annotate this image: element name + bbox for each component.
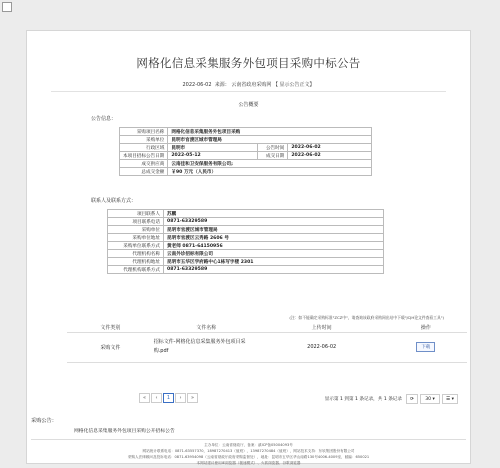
cell-value: 苏鹏 [164, 210, 384, 218]
cell-label: 采购单位联系方式 [108, 242, 164, 250]
notice-info-heading: 公告信息： [91, 116, 117, 122]
cell-label: 采购单位 [120, 136, 168, 144]
cell-value: 云南佳和卫安保服务有限公司; [168, 160, 372, 168]
contact-info-table [107, 209, 384, 274]
cell-label: 成交供应商 [120, 160, 168, 168]
cell-value: 昆明市官渡区云秀路 2606 号 [164, 234, 384, 242]
cell-value: 0871-63329589 [164, 218, 384, 226]
pagination [139, 393, 198, 403]
column-header-time: 上传时间 [259, 323, 385, 332]
column-header-type: 文件类别 [67, 323, 154, 332]
cell-label: 项目联系电话 [108, 218, 164, 226]
announcement-page [26, 30, 471, 464]
cell-value: 昆明市五华区学府路中心1栋写字楼 2301 [164, 258, 384, 266]
cell-label: 项目联系人 [108, 210, 164, 218]
footer-line-3: 采购人法律顾问及投诉电话：0871-63954098（云南省财政厅政府采购监督处），地址：昆明市五华区华山南路130号4006-4009室，邮编：650021 [127, 455, 370, 459]
prev-page-button[interactable]: ‹ [151, 393, 162, 403]
summary-heading: 公告概要 [238, 102, 259, 108]
window-corner-box [2, 2, 12, 12]
cell-label: 代理机构地址 [108, 258, 164, 266]
cell-value: 云南外诊招标有限公司 [164, 250, 384, 258]
title-divider [51, 91, 446, 92]
cell-value: 0871-63329589 [164, 266, 384, 274]
file-type: 采购文件 [67, 332, 154, 362]
page-size-select[interactable]: 30 ▾ [420, 394, 440, 404]
cell-label: 公告时间 [258, 144, 288, 152]
download-button[interactable]: 下载 [416, 342, 435, 352]
cell-label: 成交日期 [258, 152, 288, 160]
cell-value: 2022-06-02 [288, 144, 372, 152]
page-title: 网格化信息采集服务外包项目采购中标公告 [136, 56, 361, 70]
files-table [67, 323, 467, 363]
upload-time: 2022-06-02 [259, 332, 385, 362]
publish-date: 2022-06-02 [182, 82, 212, 88]
contact-info-heading: 联系人及联系方式： [91, 198, 137, 204]
source-prefix: 来源： [214, 82, 230, 88]
page-1-button[interactable]: 1 [163, 393, 174, 403]
file-name: 招标文件-网格化信息采集服务外包项目采购.pdf [154, 332, 259, 362]
refresh-icon[interactable]: ⟳ [406, 394, 418, 404]
viewer-note: (注：如不能确定采购标准"ZCZ中"，请查询该政府采购网出站中下载"JCJH论文件查看工具") [289, 315, 444, 320]
footer-divider [31, 439, 466, 440]
cell-value: ￥90 万元（人民币） [168, 168, 372, 176]
last-page-button[interactable]: » [187, 393, 198, 403]
next-page-button[interactable]: › [175, 393, 186, 403]
layout-toggle-icon[interactable]: ☰ ▾ [442, 394, 458, 404]
cell-label: 代理机构联系方式 [108, 266, 164, 274]
cell-label: 总成交金额 [120, 168, 168, 176]
source-name: 云南省政府采购网 [231, 82, 272, 88]
table-row [67, 332, 467, 362]
announcement-label: 采购公告： [31, 418, 57, 424]
cell-value: 昆明市官渡区城市管理局 [168, 136, 372, 144]
cell-value: 昆明市 [168, 144, 258, 152]
record-count: 显示第 1 到第 1 条记录，共 1 条记录 [324, 397, 402, 402]
cell-value: 昆明市官渡区城市管理局 [164, 226, 384, 234]
notice-info-table [119, 127, 372, 176]
first-page-button[interactable]: « [139, 393, 150, 403]
cell-value: 2022-06-02 [288, 152, 372, 160]
cell-label: 行政区域 [120, 144, 168, 152]
cell-label: 本项目招标公告日期 [120, 152, 168, 160]
footer-line-2: 网站统计联系电话：0871-63557370，18987270413（值班），13987270484（值班），网站技术支持：东软集团股份有限公司 [142, 449, 355, 453]
cell-label: 代理机构名称 [108, 250, 164, 258]
footer-line-1: 主办单位：云南省财政厅，备案：滇ICP备05004093号 [204, 443, 293, 447]
show-body-link[interactable]: 【 显示公告正文】 [272, 82, 315, 88]
announcement-link[interactable]: 网格化信息采集服务外包项目采购公开招标公告 [74, 429, 175, 434]
column-header-op: 操作 [385, 323, 467, 332]
cell-label: 采购单位地址 [108, 234, 164, 242]
footer-line-4: 本网站建议使用IE浏览器（极速模式）、火狐浏览器、谷歌浏览器 [196, 461, 301, 465]
column-header-name: 文件名称 [154, 323, 259, 332]
cell-value: 黄老师 0871-64150956 [164, 242, 384, 250]
cell-value: 网格化信息采集服务外包项目采购 [168, 128, 372, 136]
cell-value: 2022-05-12 [168, 152, 258, 160]
cell-label: 采购项目名称 [120, 128, 168, 136]
publish-meta [27, 81, 470, 88]
cell-label: 采购单位 [108, 226, 164, 234]
